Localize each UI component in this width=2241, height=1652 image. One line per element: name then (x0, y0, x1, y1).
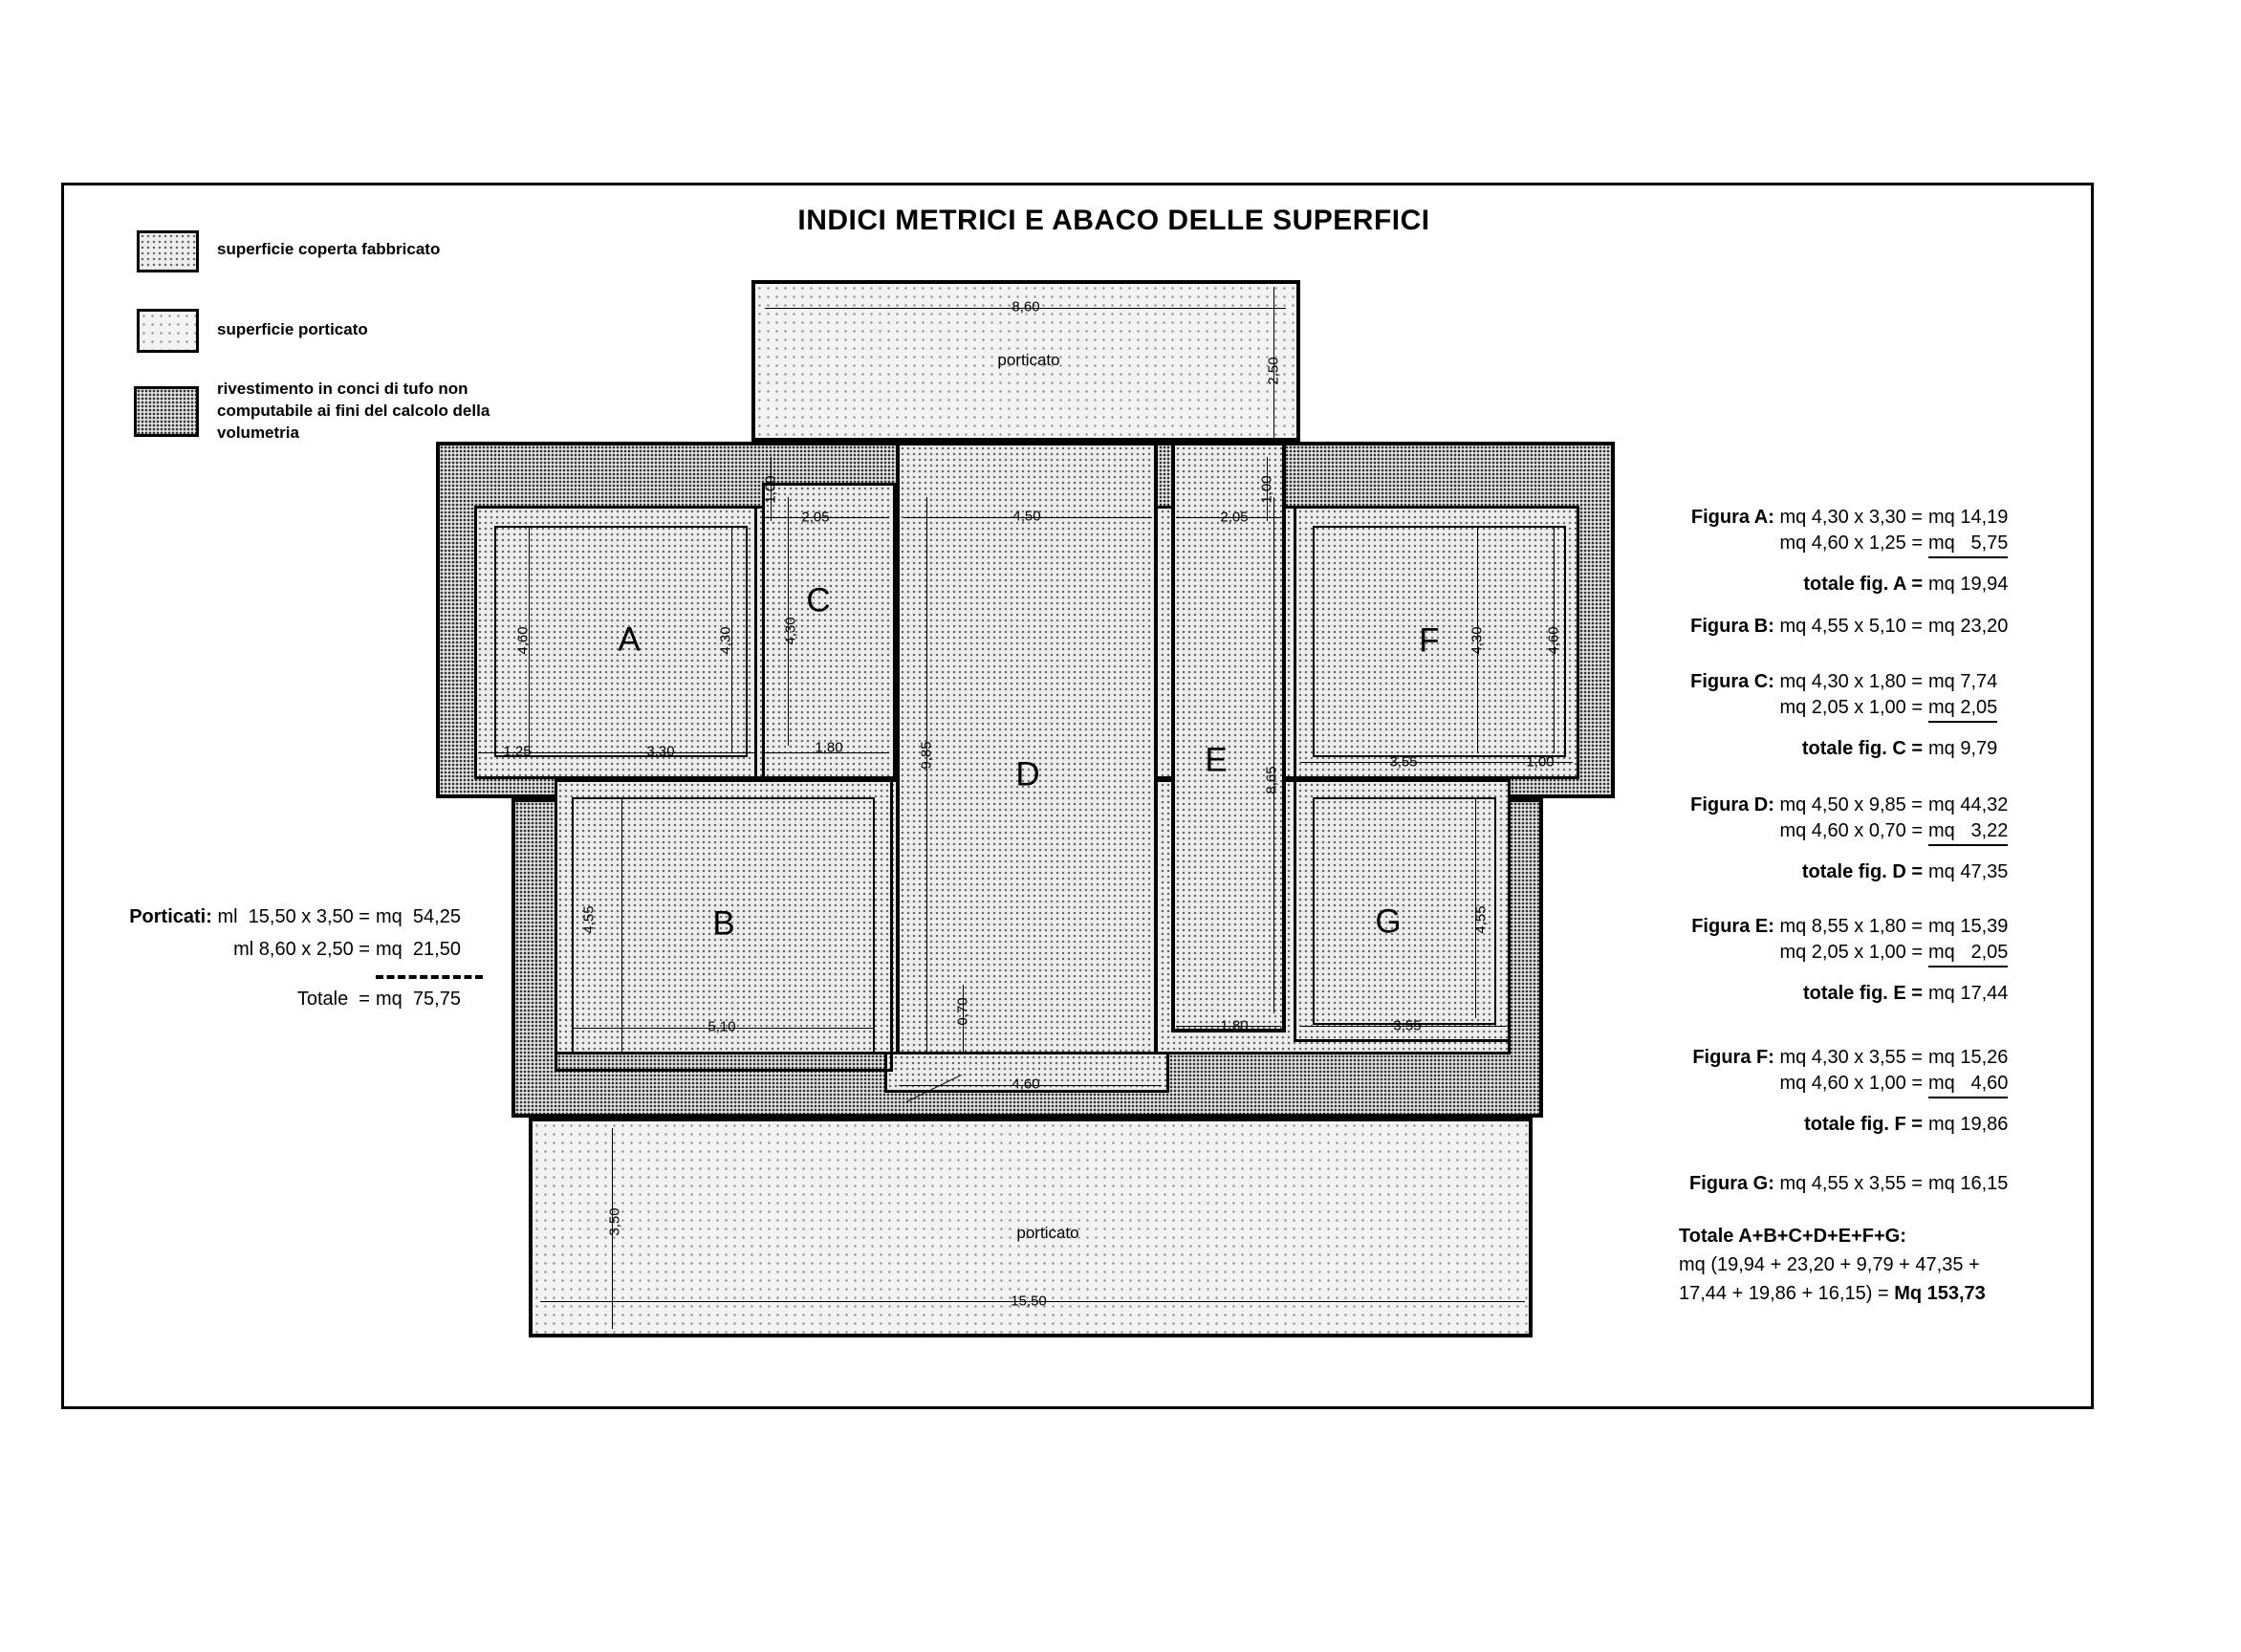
calc-result: mq 21,50 (376, 939, 461, 960)
calc-row (1679, 1171, 2090, 1197)
grand-total-title: Totale A+B+C+D+E+F+G: (1679, 1226, 1906, 1247)
calc-result: mq 3,22 (1928, 818, 2008, 846)
calc-row (93, 933, 533, 966)
room-label-b: B (712, 904, 735, 943)
calc-lhs: Figura D: mq 4,50 x 9,85 = (1690, 794, 1923, 815)
calc-result: mq 75,75 (376, 989, 461, 1010)
dim-label: 1,00 (1526, 753, 1555, 771)
dim-label: 4,30 (1469, 626, 1486, 655)
calc-lhs: totale fig. A = (1803, 574, 1923, 595)
calc-lhs: Figura F: mq 4,30 x 3,55 = (1692, 1047, 1923, 1068)
dim-label: 9,85 (918, 741, 935, 770)
calc-row (1679, 572, 2090, 598)
sum-rule (376, 975, 483, 979)
page-title: INDICI METRICI E ABACO DELLE SUPERFICI (797, 205, 1430, 236)
dim-label: 2,05 (801, 509, 830, 526)
calc-result: mq 47,35 (1928, 861, 2009, 882)
dim-label: 4,30 (717, 626, 734, 655)
dim-label: 1,25 (503, 743, 532, 760)
dim-label: 8,60 (1012, 298, 1040, 315)
porticato-label: porticato (1016, 1224, 1079, 1242)
grand-total-block (1679, 1222, 2100, 1308)
calc-lhs: Totale = (296, 989, 370, 1010)
calc-result: mq 15,26 (1928, 1047, 2009, 1068)
dim-label: 3,50 (606, 1207, 623, 1236)
dim-label: 1,00 (1258, 475, 1275, 504)
calc-result: mq 17,44 (1928, 983, 2009, 1004)
room-label-f: F (1419, 621, 1440, 660)
room-e-column (1171, 442, 1286, 1032)
legend-label-tufo: rivestimento in conci di tufo non computabile ai fini del calcolo della volumetria (217, 380, 490, 442)
dim-label: 1,80 (815, 739, 843, 756)
dim-label: 1,00 (762, 475, 779, 504)
calc-result: mq 2,05 (1928, 940, 2008, 967)
legend-swatch-fabbricato (137, 230, 199, 272)
dim-label: 4,60 (1012, 1076, 1040, 1093)
figure-calc-block (1679, 793, 2090, 885)
dim-label: 4,55 (580, 905, 598, 934)
figure-calc-block (1679, 1171, 2090, 1197)
calc-row (1679, 1045, 2090, 1071)
calc-row (1679, 981, 2090, 1007)
dim-label: 3,55 (1393, 1017, 1422, 1034)
calc-row (1679, 505, 2090, 531)
calc-lhs: Figura A: mq 4,30 x 3,30 = (1690, 507, 1923, 528)
calc-result: mq 19,86 (1928, 1114, 2009, 1135)
legend-label-porticato: superficie porticato (217, 320, 368, 338)
calc-row (93, 901, 533, 933)
calc-result: mq 19,94 (1928, 574, 2009, 595)
calc-result: mq 2,05 (1928, 695, 1997, 723)
room-label-d: D (1015, 755, 1040, 793)
calc-result: mq 16,15 (1928, 1173, 2009, 1194)
dim-label: 0,70 (954, 997, 971, 1026)
calc-row (1679, 818, 2090, 846)
calc-lhs: Porticati: ml 15,50 x 3,50 = (129, 906, 370, 927)
calc-lhs: mq 4,60 x 1,00 = (1779, 1073, 1923, 1094)
calc-lhs: ml 8,60 x 2,50 = (233, 939, 370, 960)
calc-lhs: Figura B: mq 4,55 x 5,10 = (1690, 616, 1923, 637)
calc-result: mq 7,74 (1928, 671, 1998, 692)
room-label-c: C (806, 581, 831, 620)
dim-label: 1,80 (1220, 1017, 1249, 1034)
calc-result: mq 54,25 (376, 906, 461, 927)
calc-lhs: mq 4,60 x 0,70 = (1779, 820, 1923, 841)
legend-label-fabbricato: superficie coperta fabbricato (217, 240, 441, 258)
calc-result: mq 4,60 (1928, 1071, 2008, 1098)
calc-result: mq 5,75 (1928, 531, 2008, 558)
room-g-inner (1313, 797, 1496, 1025)
calc-row (1679, 940, 2090, 967)
dim-label: 4,60 (514, 626, 532, 655)
calc-result: mq 23,20 (1928, 616, 2009, 637)
calc-row (1679, 793, 2090, 818)
calc-row (1679, 669, 2090, 695)
calc-lhs: mq 2,05 x 1,00 = (1779, 697, 1923, 718)
dim-label: 3,30 (646, 743, 675, 760)
calc-lhs: mq 4,60 x 1,25 = (1779, 533, 1923, 554)
calc-lhs: Figura E: mq 8,55 x 1,80 = (1691, 916, 1923, 937)
dim-label: 8,65 (1263, 766, 1280, 794)
room-label-g: G (1375, 902, 1402, 941)
grand-total-line3: 17,44 + 19,86 + 16,15) = (1679, 1283, 1895, 1304)
calc-row (1679, 695, 2090, 723)
calc-lhs: totale fig. E = (1802, 983, 1923, 1004)
dim-label: 5,10 (707, 1018, 736, 1035)
calc-lhs: Figura C: mq 4,30 x 1,80 = (1690, 671, 1923, 692)
grand-total-line2: mq (19,94 + 23,20 + 9,79 + 47,35 + (1679, 1254, 1980, 1275)
calc-result: mq 44,32 (1928, 794, 2009, 815)
dimension-line (1273, 497, 1274, 1013)
calc-lhs: totale fig. D = (1801, 861, 1923, 882)
dim-label: 4,55 (1472, 905, 1490, 934)
calc-row (1679, 736, 2090, 762)
dim-label: 15,50 (1011, 1293, 1047, 1310)
calc-lhs: mq 2,05 x 1,00 = (1779, 942, 1923, 963)
calc-lhs: Figura G: mq 4,55 x 3,55 = (1689, 1173, 1923, 1194)
legend-swatch-porticato (137, 309, 199, 353)
calc-row (93, 983, 533, 1015)
calc-row (1679, 614, 2090, 640)
porticato-label: porticato (997, 351, 1060, 369)
dimension-line (621, 797, 622, 1052)
figure-calc-block (1679, 1045, 2090, 1138)
room-label-a: A (618, 620, 641, 659)
dim-label: 4,50 (1012, 508, 1041, 525)
grand-total-result: Mq 153,73 (1894, 1283, 1986, 1304)
calc-row (1679, 1071, 2090, 1098)
dimension-line (926, 497, 927, 1052)
calc-row (1679, 914, 2090, 940)
calc-lhs: totale fig. C = (1801, 738, 1923, 759)
calc-lhs: totale fig. F = (1804, 1114, 1923, 1135)
room-label-e: E (1205, 741, 1228, 779)
legend-swatch-tufo (134, 386, 199, 437)
figure-calc-block (1679, 914, 2090, 1007)
dim-label: 4,60 (1545, 626, 1562, 655)
figure-calc-block (1679, 614, 2090, 640)
dim-label: 3,55 (1389, 753, 1418, 771)
calc-row (1679, 1112, 2090, 1138)
porticati-calc-block (93, 901, 533, 1015)
figure-calc-block (1679, 669, 2090, 762)
dim-label: 4,30 (782, 617, 799, 645)
calc-result: mq 15,39 (1928, 916, 2009, 937)
calc-row (1679, 859, 2090, 885)
dim-label: 2,05 (1220, 509, 1249, 526)
calc-result: mq 14,19 (1928, 507, 2009, 528)
calc-result: mq 9,79 (1928, 738, 1998, 759)
calc-row (1679, 531, 2090, 558)
figure-calc-block (1679, 505, 2090, 598)
dim-label: 2,50 (1265, 357, 1282, 385)
